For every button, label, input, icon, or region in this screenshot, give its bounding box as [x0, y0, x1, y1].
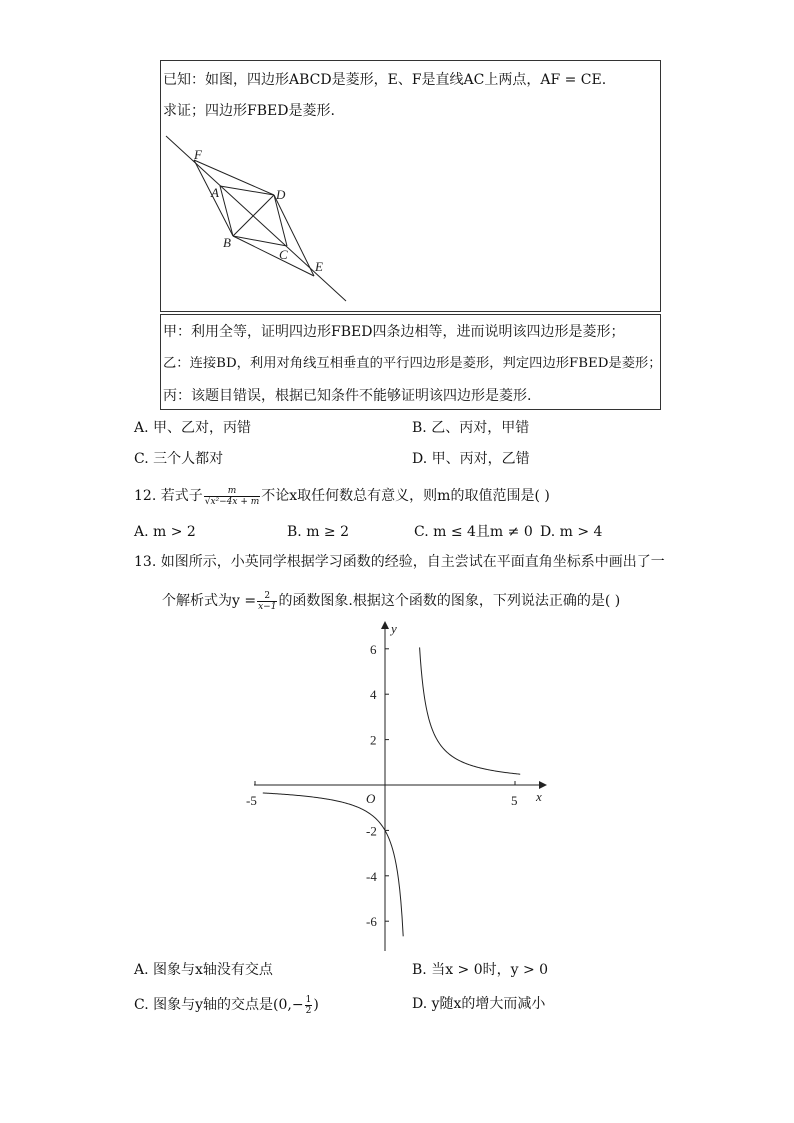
curve-branch-left	[263, 793, 403, 936]
function-graph	[240, 615, 560, 955]
side-da	[220, 186, 274, 195]
p11-option-a: A. 甲、乙对，丙错	[134, 420, 252, 436]
side-bc	[233, 236, 287, 246]
p13-line1: 13. 如图所示，小英同学根据学习函数的经验，自主尝试在平面直角坐标系中画出了一	[134, 554, 665, 570]
label-d: D	[276, 187, 286, 202]
curve-branch-right	[420, 647, 521, 774]
p13-option-a: A. 图象与x轴没有交点	[134, 962, 273, 978]
p13-option-c	[134, 993, 319, 1017]
side-ab	[220, 186, 233, 236]
opinion-jia: 甲：利用全等，证明四边形FBED四条边相等，进而说明该四边形是菱形；	[163, 324, 625, 340]
curve-group	[263, 647, 520, 936]
p13-option-b: B. 当x > 0时，y > 0	[412, 962, 549, 978]
p12-prefix: 12. 若式子	[134, 488, 203, 504]
y-tick-label: 2	[370, 732, 377, 748]
label-a: A	[211, 185, 219, 200]
p13-line2-prefix: 个解析式为y =	[162, 593, 257, 609]
side-be	[233, 236, 314, 276]
label-e: E	[315, 259, 323, 274]
p12-frac-num: m	[204, 486, 261, 497]
p13-frac-den: x−1	[258, 601, 277, 612]
x-tick-label: 5	[511, 793, 518, 808]
label-b: B	[223, 235, 231, 250]
p11-option-d: D. 甲、丙对，乙错	[412, 451, 530, 467]
y-tick-label: -6	[366, 914, 377, 930]
p12-option-c: C. m ≤ 4且m ≠ 0	[414, 524, 533, 540]
origin-label: O	[366, 791, 376, 806]
p12-fraction	[204, 486, 261, 507]
x-tick-label: -5	[246, 793, 257, 808]
side-df	[194, 160, 274, 195]
p12-option-a: A. m > 2	[134, 524, 196, 540]
p13-option-c-text: C. 图象与y轴的交点是(0,−	[134, 997, 304, 1013]
opinions-box	[160, 314, 661, 410]
given-box	[160, 60, 661, 312]
p11-option-c: C. 三个人都对	[134, 451, 224, 467]
side-ed	[274, 195, 314, 276]
y-tick-label: 6	[370, 641, 377, 657]
p13-line2-suffix: 的函数图象.根据这个函数的图象，下列说法正确的是( )	[278, 593, 621, 609]
p11-option-b: B. 乙、丙对，甲错	[412, 420, 530, 436]
y-tick-label: -4	[366, 868, 377, 884]
line-ac	[166, 136, 346, 301]
opinion-bing: 丙：该题目错误，根据已知条件不能够证明该四边形是菱形.	[163, 388, 532, 404]
p13-fraction	[257, 591, 277, 612]
p13-option-d: D. y随x的增大而减小	[412, 996, 546, 1012]
p13-line2	[162, 588, 620, 614]
p12-frac-den: √x²−4x + m	[204, 496, 260, 507]
p13-option-c-fraction	[305, 995, 313, 1016]
y-axis-label: y	[391, 621, 397, 636]
p13-option-c-num: 1	[305, 994, 312, 1005]
label-c: C	[279, 247, 288, 262]
given-text: 已知：如图，四边形ABCD是菱形，E、F是直线AC上两点，AF = CE.	[163, 72, 607, 88]
rhombus-figure	[161, 61, 661, 311]
x-axis-label: x	[536, 789, 542, 804]
p13-option-c-close: )	[313, 997, 319, 1013]
opinion-yi: 乙：连接BD，利用对角线互相垂直的平行四边形是菱形，判定四边形FBED是菱形；	[163, 356, 662, 371]
p12-option-b: B. m ≥ 2	[287, 524, 350, 540]
y-tick-label: -2	[366, 823, 377, 839]
p12-question	[134, 483, 550, 509]
y-tick-label: 4	[370, 687, 377, 703]
side-cd	[274, 195, 287, 246]
p12-suffix: 不论x取任何数总有意义，则m的取值范围是( )	[261, 488, 550, 504]
label-f: F	[194, 147, 202, 162]
p13-frac-num: 2	[257, 591, 277, 602]
p12-option-d: D. m > 4	[540, 524, 603, 540]
p13-option-c-den: 2	[305, 1005, 312, 1016]
prove-text: 求证；四边形FBED是菱形.	[163, 103, 335, 119]
